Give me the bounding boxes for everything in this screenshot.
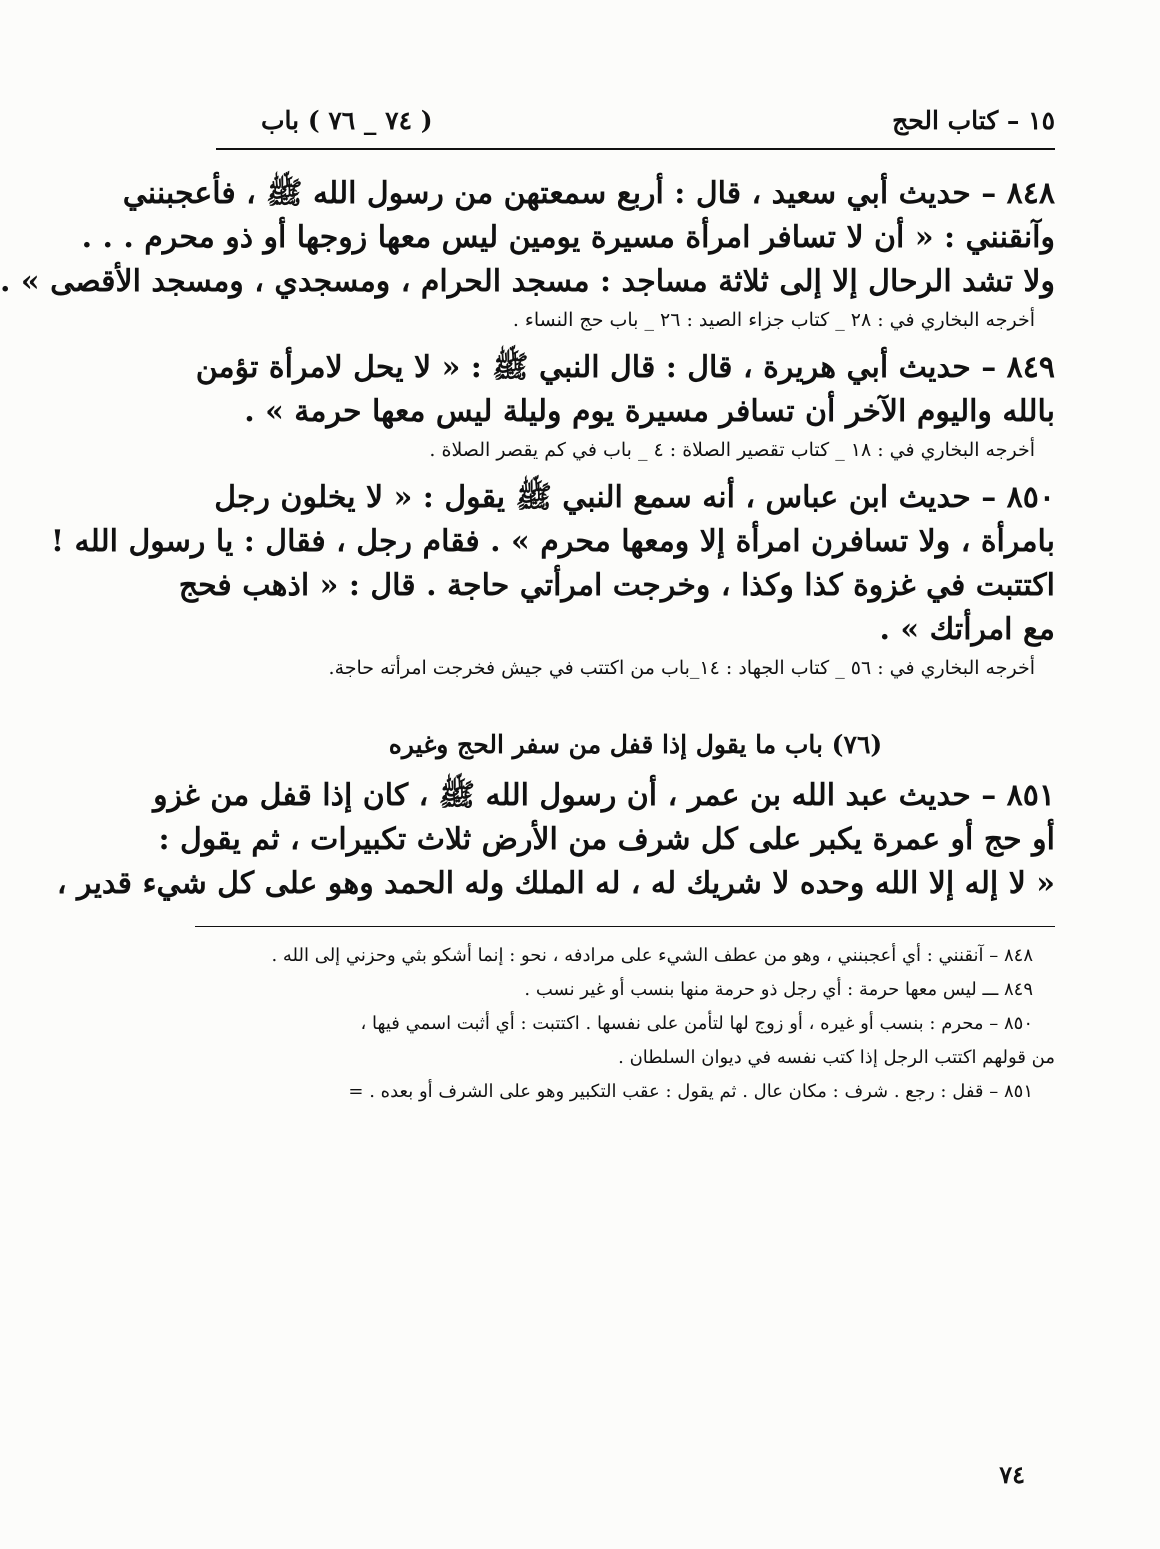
hadith-line: ٨٤٨ – حديث أبي سعيد ، قال : أربع سمعتهن من رسول الله ﷺ ، فأعجبنني <box>122 176 1055 211</box>
hadith-848 <box>0 172 1055 336</box>
footnote-continuation: من قولهم اكتتب الرجل إذا كتب نفسه في ديوان السلطان . <box>618 1047 1055 1068</box>
hadith-line: ٨٤٩ – حديث أبي هريرة ، قال : قال النبي ﷺ : « لا يحل لامرأة تؤمن <box>195 350 1055 385</box>
hadith-line: بامرأة ، ولا تسافرن امرأة إلا ومعها محرم » . فقام رجل ، فقال : يا رسول الله ! <box>50 524 1055 559</box>
footnote: ٨٤٩ ـــ ليس معها حرمة : أي رجل ذو حرمة منها بنسب أو غير نسب . <box>524 979 1033 1000</box>
hadith-line: اكتتبت في غزوة كذا وكذا ، وخرجت امرأتي حاجة . قال : « اذهب فحج <box>178 568 1055 603</box>
book-page <box>0 100 1055 1489</box>
hadith-source: أخرجه البخاري في : ٢٨ _ كتاب جزاء الصيد : ٢٦ _ باب حج النساء . <box>512 309 1035 331</box>
hadith-source: أخرجه البخاري في : ١٨ _ كتاب تقصير الصلاة : ٤ _ باب في كم يقصر الصلاة . <box>429 439 1035 461</box>
hadith-line: « لا إله إلا الله وحده لا شريك له ، له الملك وله الحمد وهو على كل شيء قدير ، <box>56 866 1055 901</box>
hadith-line: ٨٥١ – حديث عبد الله بن عمر ، أن رسول الله ﷺ ، كان إذا قفل من غزو <box>153 778 1055 813</box>
chapter-range-header: ( ٧٤ _ ٧٦ ) باب <box>261 106 433 135</box>
hadith-line: ٨٥٠ – حديث ابن عباس ، أنه سمع النبي ﷺ يقول : « لا يخلون رجل <box>214 480 1055 515</box>
hadith-849 <box>195 346 1055 466</box>
hadith-850 <box>50 476 1055 684</box>
hadith-line: مع امرأتك » . <box>879 612 1055 647</box>
book-title-header: ١٥ – كتاب الحج <box>892 106 1055 135</box>
hadith-851 <box>56 774 1055 906</box>
hadith-line: وآنقنني : « أن لا تسافر امرأة مسيرة يومين ليس معها زوجها أو ذو محرم . . . <box>81 220 1055 255</box>
page-number: ٧٤ <box>999 1460 1025 1489</box>
footnote: ٨٥١ – قفل : رجع . شرف : مكان عال . ثم يقول : عقب التكبير وهو على الشرف أو بعده . = <box>348 1081 1033 1102</box>
hadith-source: أخرجه البخاري في : ٥٦ _ كتاب الجهاد : ١٤_باب من اكتتب في جيش فخرجت امرأته حاجة. <box>328 657 1035 679</box>
footnotes <box>216 939 1055 1109</box>
running-header <box>216 100 1055 150</box>
footnote-divider <box>195 926 1055 927</box>
hadith-line: أو حج أو عمرة يكبر على كل شرف من الأرض ثلاث تكبيرات ، ثم يقول : <box>158 822 1055 857</box>
chapter-heading: (٧٦) باب ما يقول إذا قفل من سفر الحج وغيره <box>388 730 883 759</box>
hadith-line: ولا تشد الرحال إلا إلى ثلاثة مساجد : مسجد الحرام ، ومسجدي ، ومسجد الأقصى » . <box>0 264 1055 299</box>
hadith-line: بالله واليوم الآخر أن تسافر مسيرة يوم وليلة ليس معها حرمة » . <box>244 394 1055 429</box>
footnote: ٨٥٠ – محرم : بنسب أو غيره ، أو زوج لها لتأمن على نفسها . اكتتبت : أي أثبت اسمي فيها ، <box>360 1013 1033 1034</box>
footnote: ٨٤٨ – آنقنني : أي أعجبنني ، وهو من عطف الشيء على مرادفه ، نحو : إنما أشكو بثي وحزني إلى الله . <box>271 945 1033 966</box>
